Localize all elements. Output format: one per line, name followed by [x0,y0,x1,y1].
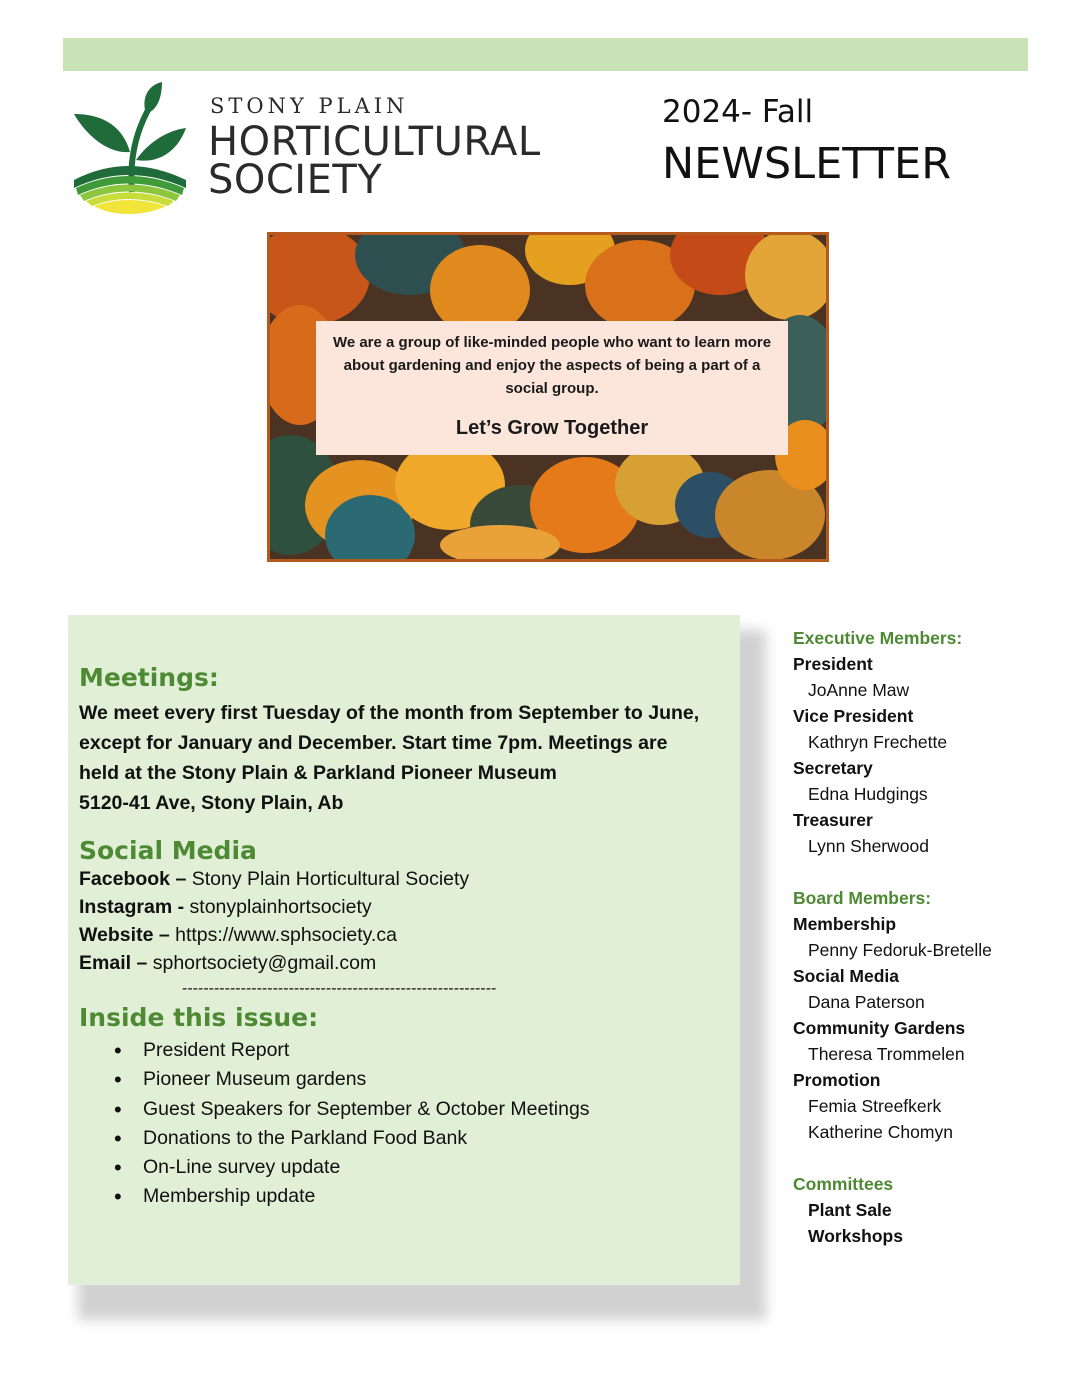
section-divider: ----------------------------------------------------------- [182,980,497,997]
email-link[interactable]: sphortsociety@gmail.com [152,952,377,974]
treasurer-role: Treasurer [793,810,873,830]
info-panel [68,615,740,1285]
list-item: • Donations to the Parkland Food Bank [114,1124,728,1153]
website-line [79,921,728,949]
membership-name: Penny Fedoruk-Bretelle [808,940,992,960]
facebook-value[interactable]: Stony Plain Horticultural Society [191,868,470,890]
list-item: • Membership update [114,1182,728,1211]
list-item: • On-Line survey update [114,1153,728,1182]
community-gardens-role: Community Gardens [793,1018,966,1038]
newsletter-title: NEWSLETTER [662,139,952,189]
social-media-role: Social Media [793,966,900,986]
issue-label: 2024- Fall [662,94,814,130]
sprout-logo-icon [70,80,200,215]
email-label: Email – [79,952,148,974]
social-media-name: Dana Paterson [808,992,925,1012]
members-sidebar [793,625,1053,1249]
treasurer-name: Lynn Sherwood [808,836,929,856]
secretary-name: Edna Hudgings [808,784,928,804]
promotion-role: Promotion [793,1070,881,1090]
promotion-name: Femia Streefkerk [808,1096,942,1116]
facebook-label: Facebook – [79,868,187,890]
instagram-value[interactable]: stonyplainhortsociety [189,896,372,918]
top-banner-bar [63,38,1028,71]
instagram-label: Instagram - [79,896,185,918]
meetings-line: except for January and December. Start time 7pm. Meetings are [79,732,668,754]
logo-text-horticultural: HORTICULTURAL [208,119,541,165]
inside-issue-heading: Inside this issue: [79,1003,319,1032]
president-role: President [793,654,873,674]
spacer [793,1145,1053,1171]
membership-role: Membership [793,914,897,934]
promotion-name: Katherine Chomyn [808,1122,953,1142]
hero-caption-box [316,321,788,455]
issue-list [79,1036,728,1212]
meetings-heading: Meetings: [79,663,219,692]
logo-text-society: SOCIETY [208,157,383,203]
committees-heading: Committees [793,1174,894,1194]
hero-description: We are a group of like-minded people who want to learn more about gardening and enjoy the aspects of being a part of a social group. [332,334,772,397]
logo-text-stony-plain: STONY PLAIN [210,94,409,118]
secretary-role: Secretary [793,758,873,778]
meetings-address: 5120-41 Ave, Stony Plain, Ab [79,792,344,814]
facebook-line [79,865,728,893]
society-logo [70,80,550,215]
list-item: • President Report [114,1036,728,1065]
vice-president-name: Kathryn Frechette [808,732,948,752]
hero-tagline: Let’s Grow Together [455,417,649,439]
website-label: Website – [79,924,170,946]
meetings-line: We meet every first Tuesday of the month from September to June, [79,702,700,724]
board-heading: Board Members: [793,888,932,908]
hero-image [267,232,829,562]
spacer [793,859,1053,885]
committee-plant-sale: Plant Sale [808,1200,892,1220]
email-line [79,949,728,977]
executive-heading: Executive Members: [793,628,963,648]
website-link[interactable]: https://www.sphsociety.ca [175,924,397,946]
committee-workshops: Workshops [808,1226,903,1246]
list-item: • Pioneer Museum gardens [114,1065,728,1094]
social-media-heading: Social Media [79,836,257,865]
meetings-text [79,698,728,818]
meetings-line: held at the Stony Plain & Parkland Pioneer Museum [79,762,557,784]
instagram-line [79,893,728,921]
community-gardens-name: Theresa Trommelen [808,1044,965,1064]
vice-president-role: Vice President [793,706,914,726]
president-name: JoAnne Maw [808,680,910,700]
list-item: • Guest Speakers for September & October Meetings [114,1095,728,1124]
